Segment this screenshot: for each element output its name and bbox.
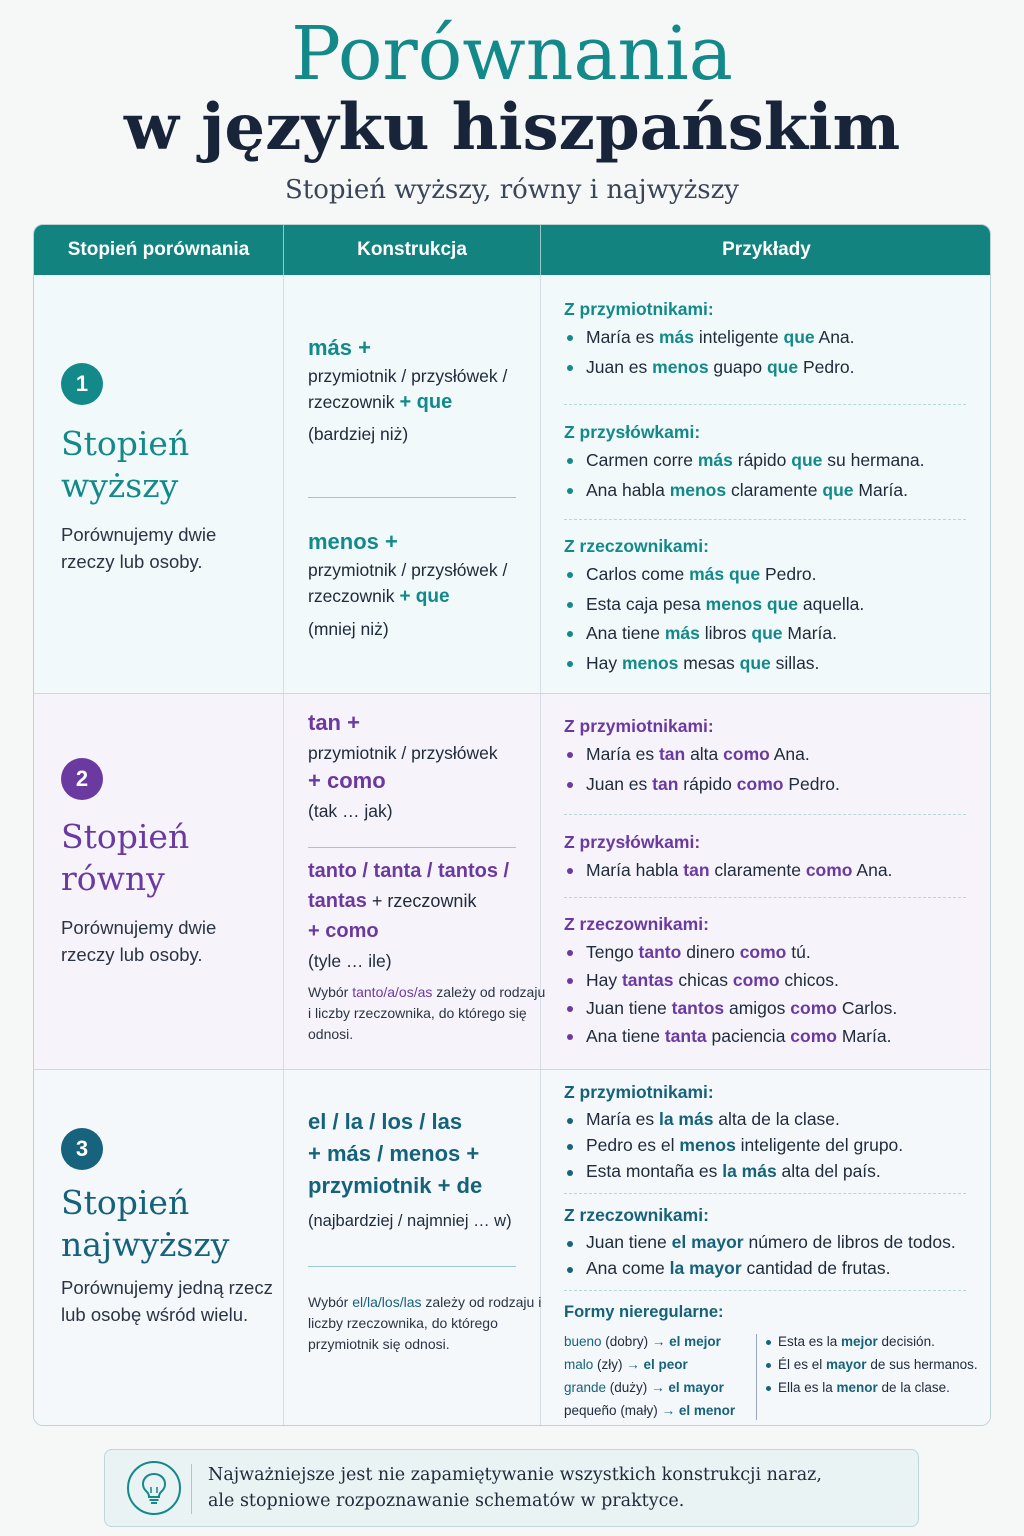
table-row-superlative — [34, 1069, 991, 1426]
list-item: Él es el mayor de sus hermanos. — [764, 1353, 991, 1376]
list-item: Juan tiene el mayor número de libros de todos. — [564, 1229, 984, 1255]
tip-box — [104, 1449, 919, 1527]
table-row-equality — [34, 693, 991, 1069]
construction-menos: menos + przymiotnik / przysłówek / rzeczownik + que (mniej niż) — [308, 529, 508, 639]
table-header — [34, 225, 991, 275]
list-item: María habla tan claramente como Ana. — [564, 856, 984, 886]
example-group: Z przymiotnikami: María es más inteligente que Ana. Juan es menos guapo que Pedro. — [564, 295, 984, 382]
column-header-examples: Przykłady — [540, 225, 991, 275]
column-header-construction: Konstrukcja — [283, 225, 540, 275]
irregular-examples-list — [764, 1330, 991, 1399]
construction-tan: tan + przymiotnik / przysłówek + como (tak … jak) — [308, 710, 498, 821]
degree-name: Stopień najwyższy — [61, 1183, 230, 1264]
list-item: María es más inteligente que Ana. — [564, 323, 984, 353]
example-group: Z rzeczownikami: Juan tiene el mayor número de libros de todos. Ana come la mayor cantidad de frutas. — [564, 1201, 984, 1281]
construction-mas: más + przymiotnik / przysłówek / rzeczownik + que (bardziej niż) — [308, 335, 508, 444]
column-header-degree: Stopień porównania — [67, 239, 250, 260]
list-item: Ella es la menor de la clase. — [764, 1376, 991, 1399]
list-item: Ana habla menos claramente que María. — [564, 476, 984, 506]
list-item: Carmen corre más rápido que su hermana. — [564, 446, 984, 476]
table-row-comparative — [34, 275, 991, 693]
example-group: Z przysłówkami: María habla tan claramente como Ana. — [564, 828, 984, 886]
list-item: Juan es tan rápido como Pedro. — [564, 770, 984, 800]
list-item: malo (zły) → el peor — [564, 1357, 688, 1372]
example-group: Z rzeczownikami: Tengo tanto dinero como tú. Hay tantas chicas como chicos. Juan tiene tantos amigos como Carlos. Ana tiene tanta paciencia como María. — [564, 910, 984, 1050]
list-item: Hay menos mesas que sillas. — [564, 649, 984, 679]
list-item: Ana tiene más libros que María. — [564, 619, 984, 649]
degree-description: Porównujemy jedną rzecz lub osobę wśród wielu. — [61, 1277, 273, 1325]
construction-note: Wybór el/la/los/las zależy od rodzaju i liczby rzeczownika, do którego przymiotnik się odnosi. — [308, 1294, 542, 1352]
page-title-line2: w języku hiszpańskim — [123, 90, 901, 165]
list-item: Pedro es el menos inteligente del grupo. — [564, 1132, 984, 1158]
irregular-heading: Formy nieregularne: — [564, 1303, 724, 1321]
example-group: Z przysłówkami: Carmen corre más rápido que su hermana. Ana habla menos claramente que María. — [564, 418, 984, 505]
list-item: María es tan alta como Ana. — [564, 740, 984, 770]
tip-text: Najważniejsze jest nie zapamiętywanie wszystkich konstrukcji naraz, ale stopniowe rozpoznawanie schematów w praktyce. — [208, 1465, 822, 1511]
comparison-table — [33, 224, 991, 1426]
lightbulb-icon — [127, 1461, 181, 1515]
construction-tanto: tanto / tanta / tantos / tantas + rzeczownik + como (tyle … ile) Wybór tanto/a/os/as zależy od rodzaju i liczby rzeczownika, do którego się odnosi. — [308, 856, 548, 1045]
example-group: Z przymiotnikami: María es la más alta de la clase. Pedro es el menos inteligente del grupo. Esta montaña es la más alta del país. — [564, 1078, 984, 1184]
list-item: Hay tantas chicas como chicos. — [564, 966, 984, 994]
row-number-badge: 1 — [61, 363, 103, 405]
degree-name: Stopień wyższy — [61, 424, 190, 505]
degree-name: Stopień równy — [61, 817, 190, 898]
list-item: Juan es menos guapo que Pedro. — [564, 353, 984, 383]
list-item: Esta caja pesa menos que aquella. — [564, 590, 984, 620]
list-item: Tengo tanto dinero como tú. — [564, 938, 984, 966]
list-item: Juan tiene tantos amigos como Carlos. — [564, 994, 984, 1022]
list-item: Esta es la mejor decisión. — [764, 1330, 991, 1353]
example-group: Z rzeczownikami: Carlos come más que Pedro. Esta caja pesa menos que aquella. Ana tiene más libros que María. Hay menos mesas que sillas. — [564, 532, 984, 678]
list-item: pequeño (mały) → el menor — [564, 1403, 736, 1418]
degree-description: Porównujemy dwie rzeczy lub osoby. — [61, 917, 217, 965]
construction-note: Wybór tanto/a/os/as zależy od rodzaju i liczby rzeczownika, do którego się odnosi. — [308, 984, 546, 1042]
page-title-line1: Porównania — [291, 11, 733, 97]
list-item: María es la más alta de la clase. — [564, 1106, 984, 1132]
list-item: Carlos come más que Pedro. — [564, 560, 984, 590]
degree-description: Porównujemy dwie rzeczy lub osoby. — [61, 524, 217, 572]
list-item: Ana come la mayor cantidad de frutas. — [564, 1255, 984, 1281]
example-group: Z przymiotnikami: María es tan alta como Ana. Juan es tan rápido como Pedro. — [564, 712, 984, 799]
list-item: Ana tiene tanta paciencia como María. — [564, 1022, 984, 1050]
irregular-forms-list — [564, 1330, 752, 1422]
list-item: Esta montaña es la más alta del país. — [564, 1158, 984, 1184]
row-number-badge: 2 — [61, 758, 103, 800]
page-subtitle: Stopień wyższy, równy i najwyższy — [284, 175, 739, 205]
construction-superlative: el / la / los / las + más / menos + przymiotnik + de (najbardziej / najmniej … w) — [308, 1109, 512, 1230]
list-item: grande (duży) → el mayor — [564, 1380, 724, 1395]
irregular-forms — [564, 1330, 984, 1424]
row-number-badge: 3 — [61, 1128, 103, 1170]
list-item: bueno (dobry) → el mejor — [564, 1334, 721, 1349]
